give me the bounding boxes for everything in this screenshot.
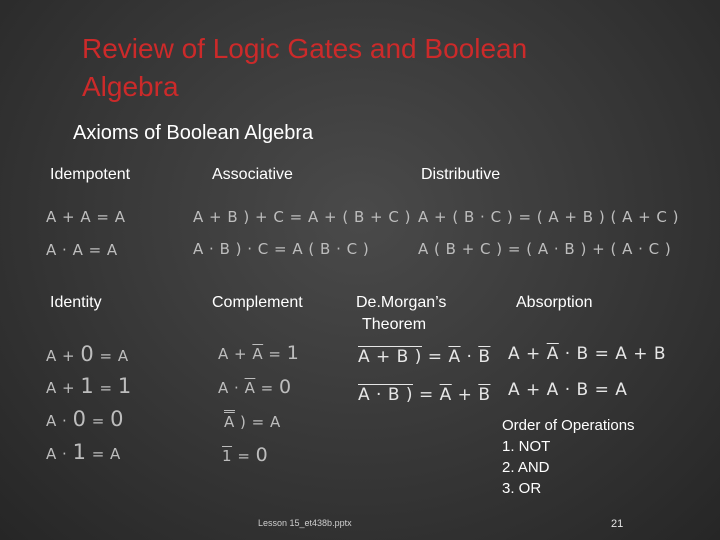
equation-identity-and-0: A · 0 = 0 — [46, 407, 124, 431]
heading-absorption: Absorption — [516, 294, 593, 311]
equation-associative-or: A + B ) + C = A + ( B + C ) — [193, 208, 411, 226]
order-item-not: 1. NOT — [502, 438, 551, 455]
equation-associative-and: A · B ) · C = A ( B · C ) — [193, 240, 370, 258]
heading-demorgan-line2: Theorem — [362, 316, 427, 333]
page-number: 21 — [611, 518, 624, 530]
slide-title-line2: Algebra — [82, 71, 179, 102]
equation-absorption-1: $A + \overline{A} \cdot B = A + B$ — [508, 344, 667, 364]
heading-demorgan-line1: De.Morgan’s — [356, 294, 447, 311]
slide-subtitle: Axioms of Boolean Algebra — [73, 122, 314, 144]
equation-distributive-2: A ( B + C ) = ( A · B ) + ( A · C ) — [418, 240, 672, 258]
heading-identity: Identity — [50, 294, 102, 311]
order-item-or: 3. OR — [502, 480, 542, 497]
equation-demorgan-1: A + B ) = $\overline{A} \cdot \overline{B}$ — [358, 347, 491, 367]
equation-identity-or-0: A + 0 = A — [46, 342, 129, 366]
equation-demorgan-2: A · B ) = $\overline{A} + \overline{B}$ — [358, 385, 491, 405]
equation-idempotent-and: A · A = A — [46, 241, 118, 259]
footer-filename: Lesson 15_et438b.pptx — [258, 518, 352, 528]
equation-complement-and: $A \cdot \overline{A} = 0$ — [218, 376, 292, 398]
order-of-operations-title: Order of Operations — [502, 417, 635, 434]
heading-idempotent: Idempotent — [50, 166, 131, 183]
equation-complement-double: $\overline{A}$ ) = A — [224, 410, 281, 431]
equation-complement-not1: 1 = 0 — [222, 444, 269, 466]
equation-distributive-1: A + ( B · C ) = ( A + B ) ( A + C ) — [418, 208, 680, 226]
equation-idempotent-or: A + A = A — [46, 208, 126, 226]
order-item-and: 2. AND — [502, 459, 550, 476]
equation-complement-or: $A + \overline{A} = 1$ — [218, 342, 300, 364]
heading-distributive: Distributive — [421, 166, 501, 183]
equation-identity-or-1: A + 1 = 1 — [46, 374, 132, 398]
equation-absorption-2: A + A · B = A — [508, 380, 628, 400]
heading-associative: Associative — [212, 166, 293, 183]
equation-identity-and-1: A · 1 = A — [46, 440, 121, 464]
slide-title-line1: Review of Logic Gates and Boolean — [82, 33, 528, 64]
heading-complement: Complement — [212, 294, 303, 311]
